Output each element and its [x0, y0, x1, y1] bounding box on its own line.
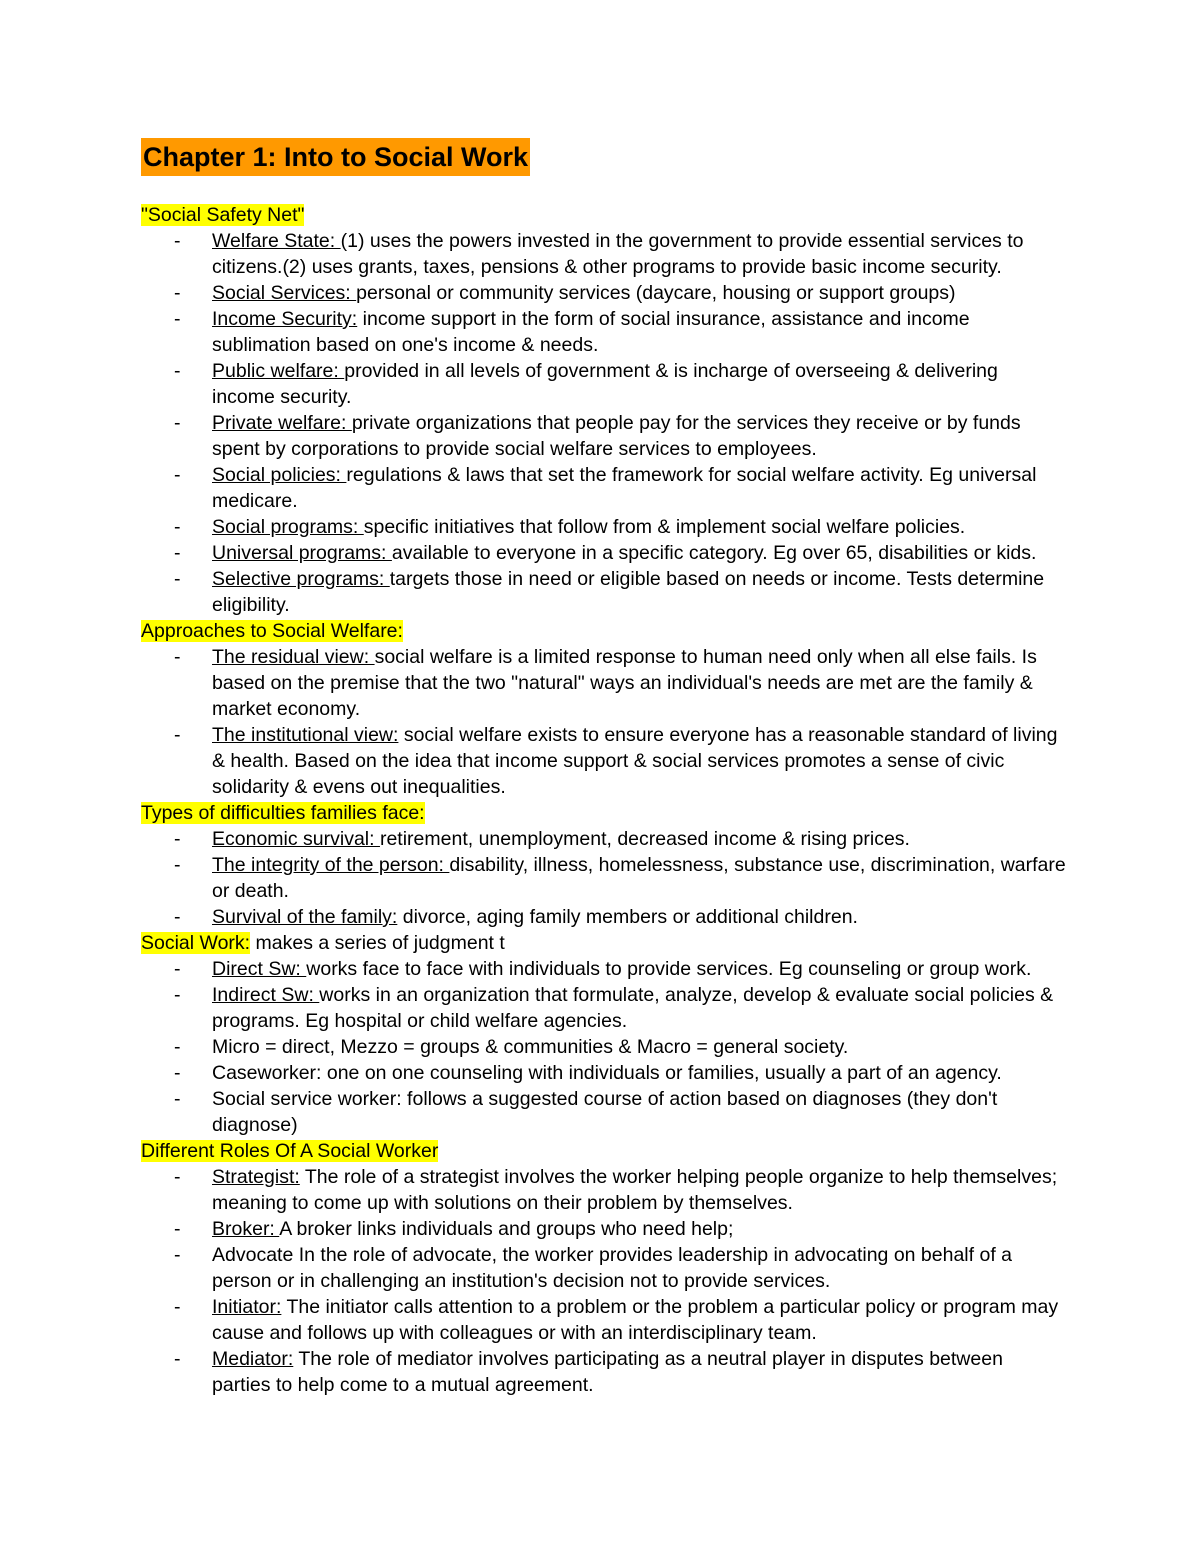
- definition-text: specific initiatives that follow from & implement social welfare policies.: [363, 516, 966, 538]
- definition-text: The initiator calls attention to a problem or the problem a particular policy or program may cause and follows up with colleagues or with an interdisciplinary team.: [212, 1296, 1059, 1344]
- definition-text: disability, illness, homelessness, substance use, discrimination, warfare or death.: [212, 854, 1066, 902]
- list-item: [141, 566, 1066, 618]
- definition-text: (1) uses the powers invested in the government to provide essential services to citizens.(2) uses grants, taxes, pensions & other programs to provide basic income security.: [212, 230, 1024, 278]
- definition-text: divorce, aging family members or additional children.: [397, 906, 858, 928]
- bullet-list: [141, 826, 1066, 930]
- term-label: Economic survival:: [212, 828, 380, 850]
- list-item: [141, 306, 1066, 358]
- definition-text: retirement, unemployment, decreased income & rising prices.: [379, 828, 910, 850]
- term-label: Indirect Sw:: [212, 984, 320, 1006]
- section-heading: [141, 1138, 1066, 1164]
- list-item: [141, 852, 1066, 904]
- definition-text: social welfare exists to ensure everyone has a reasonable standard of living & health. Based on the idea that income support & social services promotes a sense of civic solidarity & evens out inequalities.: [212, 724, 1058, 798]
- section-heading-text: makes a series of judgment t: [250, 932, 505, 954]
- list-item: [141, 228, 1066, 280]
- term-label: Public welfare:: [212, 360, 345, 382]
- definition-text: regulations & laws that set the framework for social welfare activity. Eg universal medicare.: [212, 464, 1037, 512]
- bullet-list: [141, 956, 1066, 1138]
- definition-text: Social service worker: follows a suggested course of action based on diagnoses (they don't diagnose): [212, 1088, 998, 1136]
- definition-text: Caseworker: one on one counseling with individuals or families, usually a part of an agency.: [212, 1062, 1002, 1084]
- definition-text: social welfare is a limited response to human need only when all else fails. Is based on the premise that the two "natural" ways an individual's needs are met are the family & market economy.: [212, 646, 1037, 720]
- document-body: [141, 138, 1066, 1398]
- definition-text: private organizations that people pay for the services they receive or by funds spent by corporations to provide social welfare services to employees.: [212, 412, 1021, 460]
- section-heading: [141, 800, 1066, 826]
- term-label: Direct Sw:: [212, 958, 307, 980]
- list-item: [141, 904, 1066, 930]
- term-label: Welfare State:: [212, 230, 341, 252]
- term-label: Income Security:: [212, 308, 358, 330]
- term-label: The institutional view:: [212, 724, 399, 746]
- definition-text: provided in all levels of government & is incharge of overseeing & delivering income security.: [212, 360, 998, 408]
- term-label: Initiator:: [212, 1296, 282, 1318]
- section-heading-highlight: Social Work:: [141, 932, 251, 954]
- definition-text: income support in the form of social insurance, assistance and income sublimation based on one's income & needs.: [212, 308, 970, 356]
- list-item: [141, 1216, 1066, 1242]
- list-item: [141, 1034, 1066, 1060]
- list-item: [141, 1164, 1066, 1216]
- sections-container: [141, 202, 1066, 1398]
- definition-text: The role of mediator involves participating as a neutral player in disputes between parties to help come to a mutual agreement.: [212, 1348, 1003, 1396]
- definition-text: A broker links individuals and groups who need help;: [279, 1218, 734, 1240]
- list-item: [141, 956, 1066, 982]
- term-label: Social programs:: [212, 516, 364, 538]
- term-label: The residual view:: [212, 646, 375, 668]
- definition-text: Advocate In the role of advocate, the worker provides leadership in advocating on behalf of a person or in challenging an institution's decision not to provide services.: [212, 1244, 1013, 1292]
- section-heading: [141, 930, 1066, 956]
- chapter-title: Chapter 1: Into to Social Work: [141, 138, 530, 176]
- list-item: [141, 462, 1066, 514]
- list-item: [141, 540, 1066, 566]
- term-label: Selective programs:: [212, 568, 390, 590]
- definition-text: personal or community services (daycare, housing or support groups): [356, 282, 956, 304]
- term-label: Broker:: [212, 1218, 280, 1240]
- list-item: [141, 722, 1066, 800]
- term-label: Social policies:: [212, 464, 347, 486]
- list-item: [141, 1060, 1066, 1086]
- list-item: [141, 1346, 1066, 1398]
- section-heading-highlight: Different Roles Of A Social Worker: [141, 1140, 439, 1162]
- list-item: [141, 982, 1066, 1034]
- section-heading-highlight: "Social Safety Net": [141, 204, 305, 226]
- definition-text: targets those in need or eligible based on needs or income. Tests determine eligibility.: [212, 568, 1045, 616]
- definition-text: The role of a strategist involves the worker helping people organize to help themselves; meaning to come up with solutions on their problem by themselves.: [212, 1166, 1058, 1214]
- list-item: [141, 644, 1066, 722]
- term-label: Universal programs:: [212, 542, 392, 564]
- bullet-list: [141, 228, 1066, 618]
- definition-text: available to everyone in a specific category. Eg over 65, disabilities or kids.: [391, 542, 1037, 564]
- term-label: Mediator:: [212, 1348, 294, 1370]
- term-label: Survival of the family:: [212, 906, 398, 928]
- list-item: [141, 826, 1066, 852]
- term-label: Private welfare:: [212, 412, 352, 434]
- section-heading: [141, 202, 1066, 228]
- term-label: Strategist:: [212, 1166, 300, 1188]
- list-item: [141, 514, 1066, 540]
- term-label: Social Services:: [212, 282, 357, 304]
- section-heading: [141, 618, 1066, 644]
- definition-text: works face to face with individuals to provide services. Eg counseling or group work.: [306, 958, 1032, 980]
- list-item: [141, 280, 1066, 306]
- bullet-list: [141, 1164, 1066, 1398]
- list-item: [141, 410, 1066, 462]
- list-item: [141, 1294, 1066, 1346]
- section-heading-highlight: Approaches to Social Welfare:: [141, 620, 403, 642]
- section-heading-highlight: Types of difficulties families face:: [141, 802, 425, 824]
- list-item: [141, 358, 1066, 410]
- list-item: [141, 1242, 1066, 1294]
- term-label: The integrity of the person:: [212, 854, 450, 876]
- bullet-list: [141, 644, 1066, 800]
- list-item: [141, 1086, 1066, 1138]
- definition-text: works in an organization that formulate, analyze, develop & evaluate social policies & programs. Eg hospital or child welfare agencies.: [212, 984, 1054, 1032]
- definition-text: Micro = direct, Mezzo = groups & communities & Macro = general society.: [212, 1036, 849, 1058]
